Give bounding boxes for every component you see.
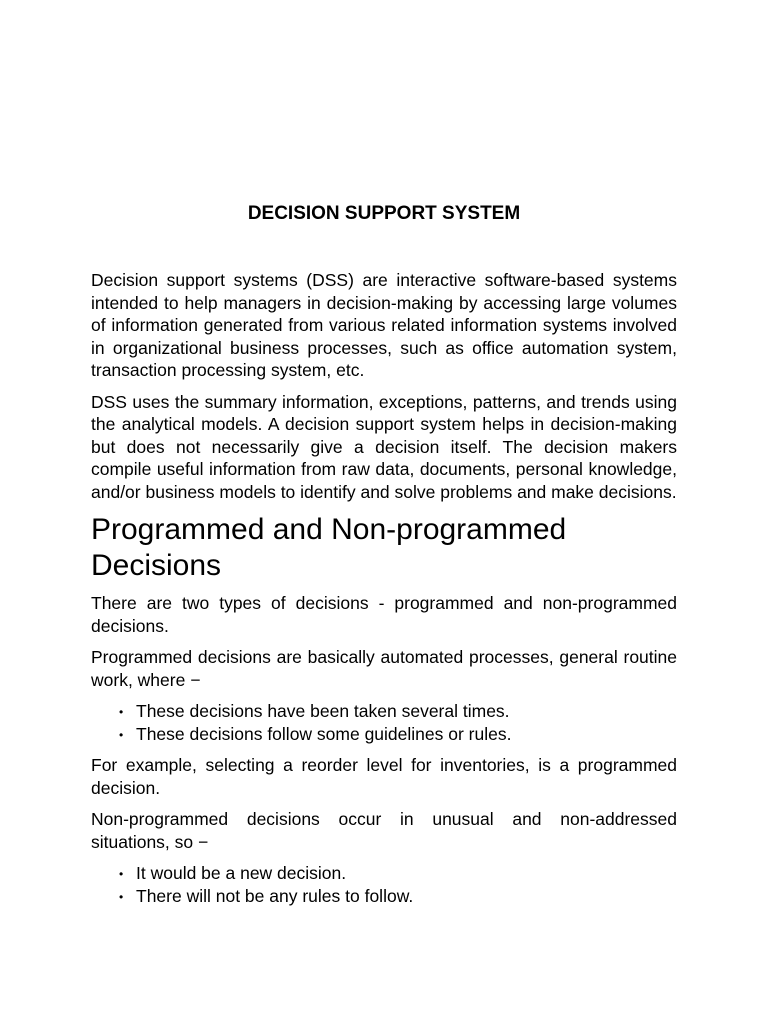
bullet-icon: • [119, 889, 124, 904]
list-item-text: These decisions follow some guidelines or rules. [136, 723, 512, 744]
programmed-bullet-list [91, 700, 677, 745]
list-item [91, 700, 677, 723]
section-heading: Programmed and Non-programmed Decisions [91, 513, 567, 582]
document-page [91, 201, 677, 916]
list-item [91, 885, 677, 908]
list-item-text: It would be a new decision. [136, 863, 347, 883]
bullet-icon: • [119, 727, 124, 742]
section-paragraph-types: There are two types of decisions - programmed and non-programmed decisions. [91, 593, 677, 636]
document-title: DECISION SUPPORT SYSTEM [247, 203, 521, 224]
bullet-icon: • [119, 867, 124, 881]
section-paragraph-non-programmed: Non-programmed decisions occur in unusual and non-addressed situations, so − [91, 809, 677, 852]
non-programmed-bullet-list [91, 862, 677, 907]
intro-paragraph-2: DSS uses the summary information, exceptions, patterns, and trends using the analytical models. A decision support system helps in decision-making but does not necessarily give a decision itself. The decision makers compile useful information from raw data, documents, personal knowledge, and/or business models to identify and solve problems and make decisions. [91, 391, 677, 502]
intro-paragraph-1: Decision support systems (DSS) are interactive software-based systems intended to help managers in decision-making by accessing large volumes of information generated from various related information systems involved in organizational business processes, such as office automation system, transaction processing system, etc. [91, 270, 677, 380]
bullet-icon: • [119, 705, 124, 719]
list-item [91, 723, 677, 746]
section-paragraph-programmed: Programmed decisions are basically automated processes, general routine work, where − [91, 647, 677, 690]
list-item-text: These decisions have been taken several times. [136, 701, 510, 721]
section-paragraph-example: For example, selecting a reorder level for inventories, is a programmed decision. [91, 755, 677, 798]
list-item-text: There will not be any rules to follow. [136, 885, 414, 906]
list-item [91, 862, 677, 885]
